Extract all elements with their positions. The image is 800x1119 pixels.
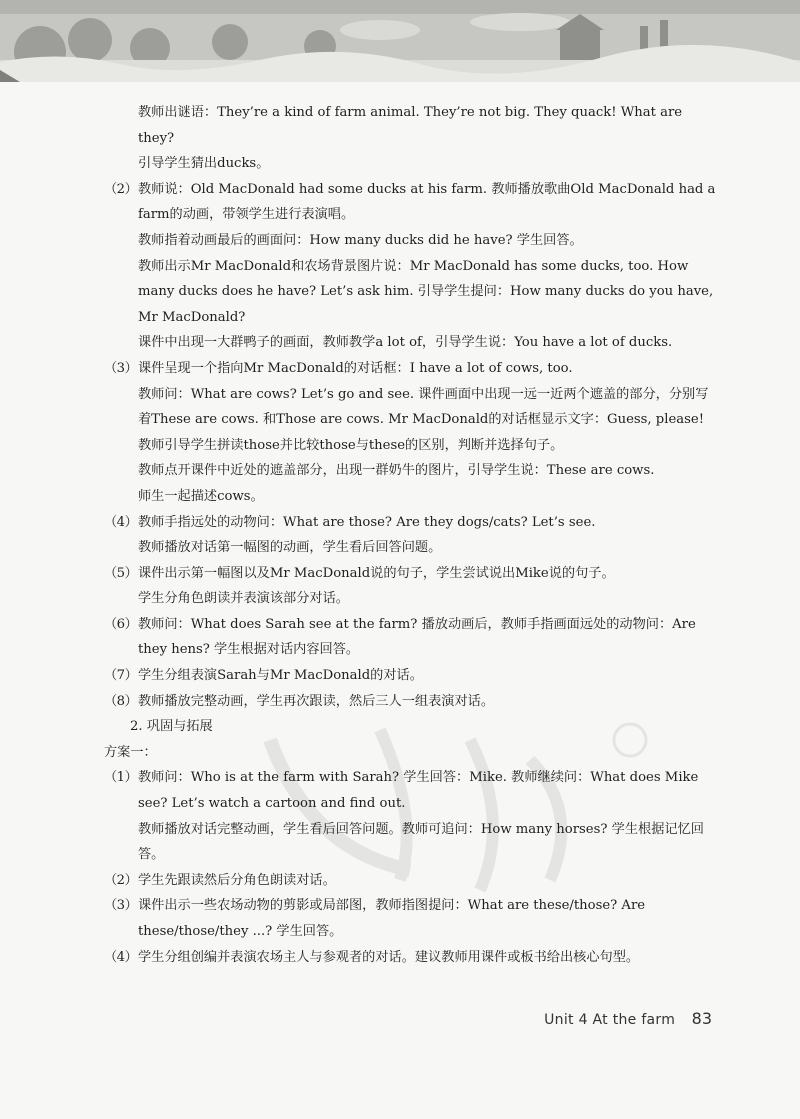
item-number: （4） [104, 949, 138, 965]
numbered-step [104, 765, 716, 816]
page-footer [544, 1009, 712, 1028]
item-text: 教师手指远处的动物问：What are those? Are they dogs/cats? Let’s see. [138, 514, 596, 530]
paragraph: 教师问：What are cows? Let’s go and see. 课件画面中出现一远一近两个遮盖的部分，分别写着These are cows. 和Those are cows. Mr MacDonald的对话框显示文字：Guess, please! [138, 386, 709, 428]
item-text: 学生分组表演Sarah与Mr MacDonald的对话。 [138, 668, 423, 684]
item-number: （3） [104, 898, 138, 914]
paragraph: 教师播放对话完整动画，学生看后回答问题。教师可追问：How many horses? 学生根据记忆回答。 [138, 821, 704, 863]
numbered-step [104, 356, 716, 382]
item-text: 课件出示一些农场动物的剪影或局部图，教师指图提问：What are these/those? Are these/those/they ...? 学生回答。 [138, 898, 646, 939]
paragraph: 方案一： [104, 744, 157, 760]
item-text: 课件呈现一个指向Mr MacDonald的对话框：I have a lot of cows, too. [138, 360, 573, 376]
item-text: 教师问：Who is at the farm with Sarah? 学生回答：Mike. 教师继续问：What does Mike see? Let’s watch a cartoon and find out. [138, 770, 699, 812]
paragraph: 教师引导学生拼读those并比较those与these的区别，判断并选择句子。 [138, 437, 564, 453]
numbered-step [104, 868, 716, 894]
item-number: （7） [104, 668, 138, 684]
lesson-text [104, 100, 716, 970]
item-number: （4） [104, 514, 138, 530]
item-text: 课件出示第一幅图以及Mr MacDonald说的句子，学生尝试说出Mike说的句子。 [138, 565, 615, 581]
page-number: 83 [691, 1009, 712, 1028]
paragraph: 教师播放对话第一幅图的动画，学生看后回答问题。 [138, 540, 442, 556]
farm-illustration-icon [0, 0, 800, 82]
paragraph: 师生一起描述cows。 [138, 488, 264, 504]
item-number: （1） [104, 770, 138, 786]
numbered-step [104, 612, 716, 663]
numbered-step [104, 177, 716, 228]
paragraph: 教师出谜语：They’re a kind of farm animal. They’re not big. They quack! What are they? [138, 105, 683, 146]
numbered-step [104, 893, 716, 944]
paragraph: 引导学生猜出ducks。 [138, 156, 270, 172]
paragraph: 教师点开课件中近处的遮盖部分，出现一群奶牛的图片，引导学生说：These are cows. [138, 463, 655, 479]
item-number: （2） [104, 872, 138, 888]
numbered-step [104, 510, 716, 536]
item-text: 教师播放完整动画，学生再次跟读，然后三人一组表演对话。 [138, 693, 495, 709]
item-number: （8） [104, 693, 138, 709]
section-heading: 2. 巩固与拓展 [130, 719, 213, 735]
item-text: 教师说：Old MacDonald had some ducks at his farm. 教师播放歌曲Old MacDonald had a farm的动画，带领学生进行表演唱。 [138, 181, 716, 223]
numbered-step [104, 945, 716, 971]
unit-title: Unit 4 At the farm [544, 1012, 676, 1028]
paragraph: 教师指着动画最后的画面问：How many ducks did he have? 学生回答。 [138, 232, 583, 248]
paragraph: 教师出示Mr MacDonald和农场背景图片说：Mr MacDonald has some ducks, too. How many ducks does he have? Let’s ask him. 引导学生提问：How many ducks do you have, Mr MacDonald? [138, 258, 714, 325]
item-text: 学生分组创编并表演农场主人与参观者的对话。建议教师用课件或板书给出核心句型。 [138, 949, 640, 965]
paragraph: 学生分角色朗读并表演该部分对话。 [138, 591, 349, 607]
numbered-step [104, 561, 716, 587]
item-text: 学生先跟读然后分角色朗读对话。 [138, 872, 336, 888]
item-number: （5） [104, 565, 138, 581]
numbered-step [104, 689, 716, 715]
item-text: 教师问：What does Sarah see at the farm? 播放动画后，教师手指画面远处的动物问：Are they hens? 学生根据对话内容回答。 [138, 616, 696, 658]
item-number: （2） [104, 181, 138, 197]
numbered-step [104, 663, 716, 689]
header-banner [0, 0, 800, 82]
item-number: （3） [104, 360, 138, 376]
paragraph: 课件中出现一大群鸭子的画面，教师教学a lot of，引导学生说：You have a lot of ducks. [138, 335, 673, 351]
item-number: （6） [104, 616, 138, 632]
